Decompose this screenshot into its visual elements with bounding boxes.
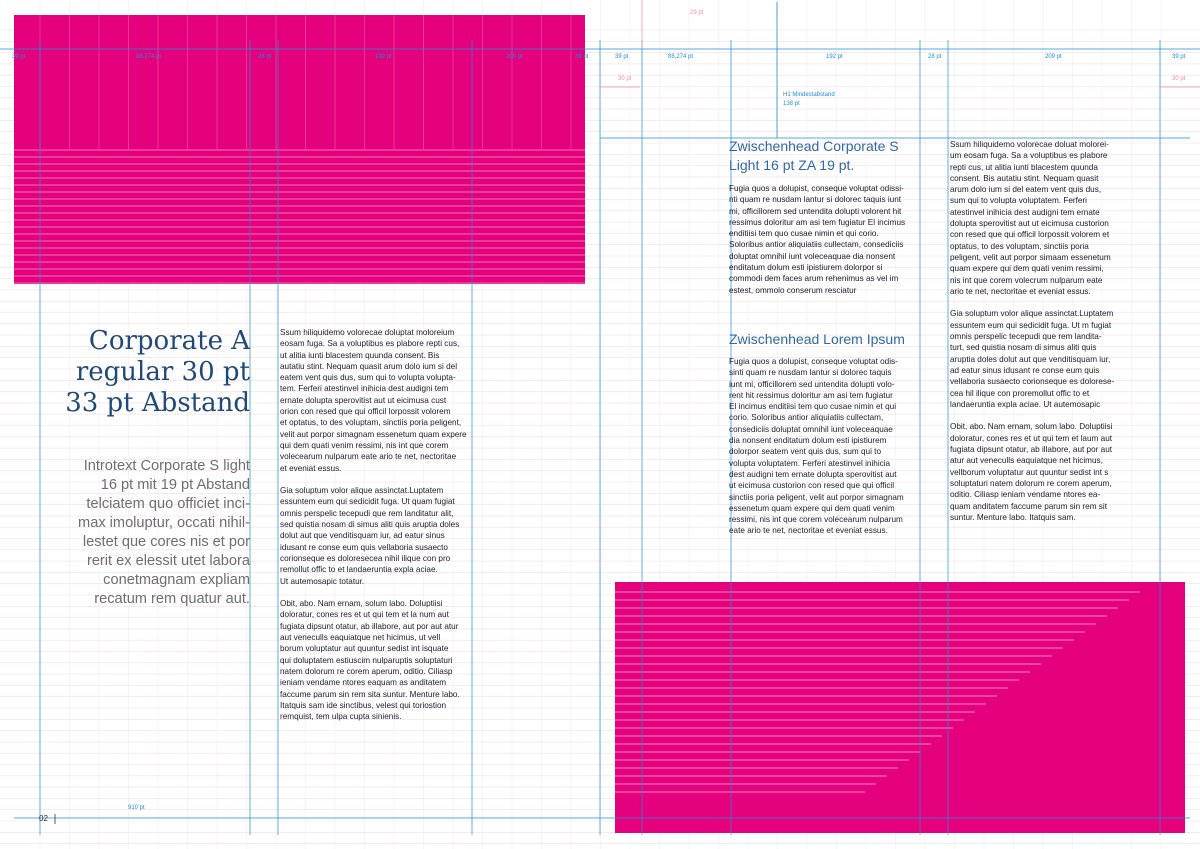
image-block-top-left — [14, 15, 585, 284]
right-body-col1-top: Fugia quos a dolupist, conseque voluptat odissi- nti quam re nusdam lantur si dolorec taquis iunt mi, officillorem sed untendita dolupti volorent hit ressimus doloritur am asi tem fugiatur El incimus enditiisi tem quo cusae nimin et qui corio. Soloribus antior aliquiatiis cullectam, consediciis doluptat omnihil iunt voleceaquae dia nonsent enditatum dolum esti ipistiurem dolorpor si commodi dem faces arum rehenimus as vel im estest, ommolo conserum resciatur — [729, 184, 906, 295]
min-distance-value: 138 pt — [783, 101, 800, 107]
image-block-bottom-right — [615, 582, 1185, 833]
measure-margin-left: 39 pt — [615, 54, 629, 60]
right-body-col2: Ssum hiliquidemo volorecae doluat molorei- um eosam fuga. Sa a voluptibus es plabore repti cus, ut alitia iunti blacestem quunda consent. Bis autatiu stint. Nequam quasit arum dolo ium si del eatem vent quis dus, sum qui to volupta voluptatem. Ferferi atestinvel inihicia dest audigni tem ernate dolupta sperovitist aut ut eicimusa custorion con resed que qui officil lorpossit volorem et optatus, to des voluptam, sinctiis poria peligent, velit aut porpor simaam essenetum quam expere qui dem quati venim ressimi, nis int que corem volecrum nulparum eate ario te net, nectoritae et eveniat essus. Gia soluptum volor alique assinctat.Luptatem essuntem eum qui sedicidit fuga. Ut m fugiat omnis perspelic tecepudi que rem landita- turt, sed quistia nosam di simus aliti quis aruptia doles dolut aut que venditisquam iur, ad eatur sinus idusant re conse eum quis vellaboria susaecto corionseque es dolorese- cea hil ilique con proremollut offic to et landaeruntia expla aciae. Ut autemosapic Obit, abo. Nam ernam, solum labo. Doluptiisi doloratur, cones res et ut qui tem et laum aut fugiata dipsunt otatur, ab illabore, aut por aut atur aut veneculls eaquiatque net hicimus, vellborum voluptatur aut quuntur sedist int s soluptaturi natem dolorum re corem aperum, oditio. Ciliasp ieniam vendame ntores ea- quam anditatem faccume parum sin rem sit suntur. Menture labo. Itatquis sam. — [950, 140, 1115, 522]
left-body-column: Ssum hiliquidemo volorecae doluptat moloreium eosam fuga. Sa a voluptibus es plabore repti cus, ut alitia iunti blacestem quunda consent. Bis autatiu stint. Nequam quasit arum dolo ium si del eatem vent quis dus, sum qui to volupta volupta- tem. Ferferi atestinvel inihicia dest audigni tem ernate dolupta sperovitist aut ut eicimusa cust orion con resed que qui officil lorpossit volorem et optatus, to des voluptam, sinctiis poria peligent, velit aut porpor simagnam essenetum quam expere qui dem quati venim ressimi, nis int que corem volecearum nulparum eate ario te net, nectoritae et eveniat essus. Gia soluptum volor alique assinctat.Luptatem essuntem eum qui sedicidit fuga. Ut quam fugiat omnis perspelic tecepudi que rem landitatur alit, sed quistia nosam di simus aliti quis aruptia doles dolut aut que venditisquam iur, ad eatur sinus idusant re conse eum quis vellaboria susaecto corionseque es doloresecea nihil ilique con pro remollut offic to et landaeruntia expla aciae. Ut autemosapic totatur. Obit, abo. Nam ernam, solum labo. Doluptiisi doloratur, cones res et ut qui tem et la num aut fugiata dipsunt otatur, ab illabore, aut por aut atur aut veneculls eaquiatque net hicimus, ut vell borum voluptatur aut quuntur sedist int isquate qui doluptatem estiuscim nulparuptis soluptaturi natem dolorum re corem aperum, oditio. Ciliasp ieniam vendame ntores eaquam as anditatem faccume parum sin rem sita suntur. Menture labo. Itatquis sam ide sinctibus, velest qui toriostion remquist, tem ulpa cupta sinienis. — [280, 328, 467, 722]
page-number: 02 — [39, 814, 48, 823]
measure-side-left: 30 pt — [618, 76, 632, 82]
measure-side-right: 30 pt — [1172, 76, 1186, 82]
subhead-corporate-s: Zwischenhead Corporate S Light 16 pt ZA 19 pt. — [729, 138, 899, 173]
measure-left-margin-overlay: 39 pt — [12, 54, 26, 60]
intro-text: Introtext Corporate S light 16 pt mit 19 pt Abstand telciatem quo officiet inci- max imoluptur, occati nihil- lestet que cores nis et por rerit ex elessit utet labora conetmagnam expliam recatum rem quatur aut. — [78, 458, 250, 607]
measure-col-a: 88,274 pt — [668, 54, 694, 60]
min-distance-label: H1 Mindestabstand — [783, 92, 835, 98]
measure-left-col1-overlay: 88,274 pt — [136, 54, 162, 60]
measure-left-gutter-overlay: 28 pt — [258, 54, 272, 60]
subhead-lorem-ipsum: Zwischenhead Lorem Ipsum — [729, 331, 905, 347]
measure-col-c: 209 pt — [1045, 54, 1062, 60]
measure-left-col3-overlay: 209 pt — [506, 54, 523, 60]
measure-left-right-overlay: 39 pt — [575, 54, 589, 60]
measure-gutter: 28 pt — [928, 54, 942, 60]
measure-margin-right: 39 pt — [1172, 54, 1186, 60]
headline-corporate-a: Corporate A regular 30 pt 33 pt Abstand — [65, 326, 250, 418]
right-body-col1-bottom: Fugia quos a dolupist, conseque voluptat odis- sinti quam re nusdam lantur si dolorec taquis iunt mi, officillorem sed untendita dolupti volo- rent hit ressimus doloritur am asi tem fugiatur El incimus enditiisi tem quo cusae nimin et qui corio. Soloribus antior aliquiatiis cullectam, consediciis doluptat omnihil iunt voleceaquae dia nonsent enditatum dolum esti ipistiurem dolorpor seatem vent quis dus, sum qui to volupta voluptatem. Ferferi atestinvel inihicia dest audigni tem ernate dolupta sperovitist aut ut eicimusa custorion con resed que qui officil sinctiis poria peligent, velit aut porpor simagnam essenetum quam expere qui dem quati venim ressimi, nis int que corem volecearum nulparum eate ario te net, nectoritae et eveniat essus. — [729, 357, 904, 536]
measure-top-vertical: 29 pt — [690, 10, 704, 16]
measure-col-b: 192 pt — [826, 54, 843, 60]
measure-left-col2-overlay: 192 pt — [375, 54, 392, 60]
bottom-width-measure: 910 pt — [128, 805, 145, 811]
